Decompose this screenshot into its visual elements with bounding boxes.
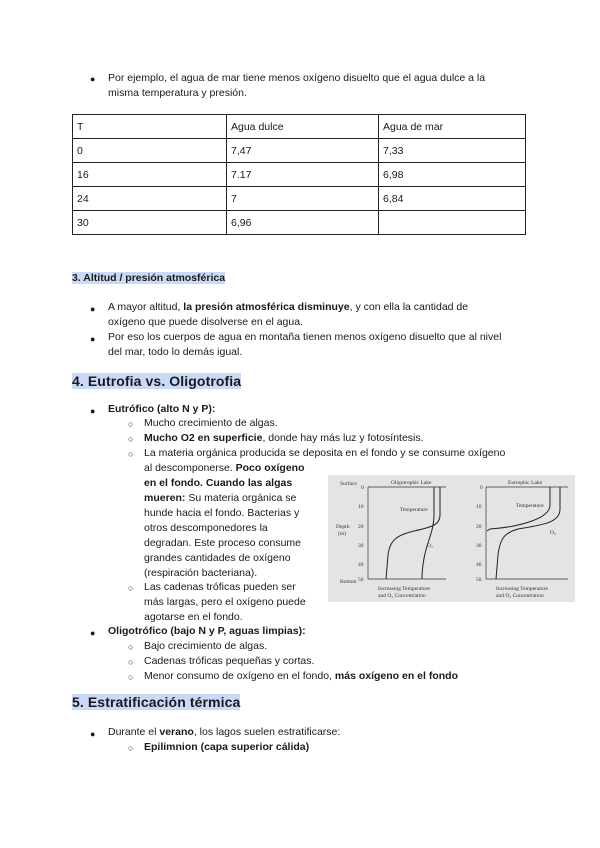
table-cell: 6,98 bbox=[379, 163, 526, 187]
table-cell: 7.17 bbox=[227, 163, 379, 187]
axis-tick-label: 50 bbox=[476, 577, 482, 583]
axis-tick-label: 30 bbox=[476, 543, 482, 549]
text-line: Las cadenas tróficas pueden ser bbox=[144, 581, 296, 593]
o2-curve-label: O₂ bbox=[550, 530, 556, 536]
axis-tick-label: 50 bbox=[358, 577, 364, 583]
table-cell: 7,47 bbox=[227, 139, 379, 163]
sub-bullet-icon: ○ bbox=[128, 657, 134, 667]
text-span: Durante el bbox=[108, 726, 160, 738]
text-span: Menor consumo de oxígeno en el fondo, bbox=[144, 670, 335, 682]
table-cell: 0 bbox=[73, 139, 227, 163]
bullet-icon: ● bbox=[90, 628, 96, 638]
temperature-curve-label: Temperature bbox=[516, 503, 544, 509]
bullet-icon: ● bbox=[90, 304, 96, 314]
sub-bullet-icon: ○ bbox=[128, 419, 134, 429]
section-5-heading-text: 5. Estratificación térmica bbox=[72, 694, 241, 710]
axis-tick-label: 20 bbox=[476, 524, 482, 530]
text-line: otros descomponedores la bbox=[144, 522, 268, 534]
sec5-bullet-1 bbox=[108, 725, 340, 740]
oligo-item-1 bbox=[144, 639, 267, 654]
temperature-curve-label: Temperature bbox=[400, 507, 428, 513]
o2-curve-label: O₂ bbox=[427, 543, 433, 549]
table-header-cell: T bbox=[73, 115, 227, 139]
text-line: Cadenas tróficas pequeñas y cortas. bbox=[144, 655, 315, 667]
text-span: Su materia orgánica se bbox=[185, 492, 297, 504]
text-line: más largas, pero el oxígeno puede bbox=[144, 596, 306, 608]
text-span: , donde hay más luz y fotosíntesis. bbox=[262, 432, 424, 444]
table-row bbox=[73, 139, 526, 163]
oligotrofico-label bbox=[108, 624, 306, 639]
text-line: Por eso los cuerpos de agua en montaña tienen menos oxígeno disuelto que al nivel bbox=[108, 331, 502, 343]
axis-tick-label: 40 bbox=[476, 562, 482, 568]
table-cell: 6,84 bbox=[379, 187, 526, 211]
bold-text: verano bbox=[159, 726, 194, 738]
table-row bbox=[73, 187, 526, 211]
sub-bullet-icon: ○ bbox=[128, 449, 134, 459]
section-4-heading bbox=[72, 373, 241, 389]
text-line: oxígeno que puede disolverse en el agua. bbox=[108, 316, 303, 328]
sub-bullet-icon: ○ bbox=[128, 434, 134, 444]
temperature-curve bbox=[386, 487, 440, 579]
depth-label: Depth bbox=[336, 524, 350, 530]
axis-tick-label: 20 bbox=[358, 524, 364, 530]
bullet-icon: ● bbox=[90, 729, 96, 739]
sec3-bullet-1 bbox=[108, 300, 538, 330]
eutro-item-1 bbox=[144, 416, 278, 431]
x-axis-label: and O₂ Concentration bbox=[496, 593, 544, 599]
axis-tick-label: 40 bbox=[358, 562, 364, 568]
sub-bullet-icon: ○ bbox=[128, 743, 134, 753]
table-cell: 7 bbox=[227, 187, 379, 211]
bold-text: Oligotrófico (bajo N y P, aguas limpias): bbox=[108, 625, 306, 637]
text-line: grandes cantidades de oxígeno bbox=[144, 552, 291, 564]
intro-line: misma temperatura y presión. bbox=[108, 87, 247, 99]
text-line: (respiración bacteriana). bbox=[144, 567, 258, 579]
table-cell: 16 bbox=[73, 163, 227, 187]
text-line: hunde hacia el fondo. Bacterias y bbox=[144, 507, 300, 519]
table-header-cell: Agua de mar bbox=[379, 115, 526, 139]
text-line bbox=[144, 461, 544, 476]
text-line: Mucho crecimiento de algas. bbox=[144, 417, 278, 429]
table-cell: 6,96 bbox=[227, 211, 379, 235]
axis-tick-label: 30 bbox=[358, 543, 364, 549]
bullet-icon: ● bbox=[90, 406, 96, 416]
section-3-heading bbox=[72, 272, 225, 284]
o2-curve bbox=[422, 487, 434, 579]
bullet-icon: ● bbox=[90, 334, 96, 344]
x-axis-label: and O₂ Concentration bbox=[378, 593, 426, 599]
text-span: , los lagos suelen estratificarse: bbox=[193, 726, 341, 738]
table-header-row bbox=[73, 115, 526, 139]
x-axis-label: Increasing Temperature bbox=[378, 586, 430, 592]
table-row bbox=[73, 163, 526, 187]
eutro-item-4 bbox=[144, 580, 329, 625]
text-line: del mar, todo lo demás igual. bbox=[108, 346, 243, 358]
table-cell: 30 bbox=[73, 211, 227, 235]
bullet-icon: ● bbox=[90, 74, 96, 84]
eutrophic-title: Eutrophic Lake bbox=[508, 480, 543, 486]
bold-text: Poco oxígeno bbox=[235, 462, 305, 474]
text-line: La materia orgánica producida se deposita en el fondo y se consume oxígeno bbox=[144, 447, 506, 459]
axis-tick-label: 10 bbox=[476, 504, 482, 510]
bold-text: Mucho O2 en superficie bbox=[144, 432, 263, 444]
section-4-heading-text: 4. Eutrofia vs. Oligotrofia bbox=[72, 373, 242, 389]
eutro-item-2 bbox=[144, 431, 424, 446]
bold-text: en el fondo. Cuando las algas bbox=[144, 477, 293, 489]
oligo-item-2 bbox=[144, 654, 314, 669]
bottom-label: Bottom bbox=[340, 579, 357, 585]
section-3-heading-text: 3. Altitud / presión atmosférica bbox=[72, 272, 226, 284]
text-line: degradan. Este proceso consume bbox=[144, 537, 302, 549]
axis-tick-label: 10 bbox=[358, 504, 364, 510]
bold-text: Eutrófico (alto N y P): bbox=[108, 403, 216, 415]
axis-tick-label: 0 bbox=[361, 485, 364, 491]
text-line: Bajo crecimiento de algas. bbox=[144, 640, 268, 652]
sec5-sub-item-1 bbox=[144, 740, 309, 755]
table-cell: 24 bbox=[73, 187, 227, 211]
text-span: A mayor altitud, bbox=[108, 301, 184, 313]
bold-text: la presión atmosférica disminuye bbox=[183, 301, 350, 313]
x-axis-label: Increasing Temperature bbox=[496, 586, 548, 592]
bold-text: Epilimnion (capa superior cálida) bbox=[144, 741, 310, 753]
table-cell: 7,33 bbox=[379, 139, 526, 163]
text-span: al descomponerse. bbox=[144, 462, 236, 474]
bold-text: mueren: bbox=[144, 492, 186, 504]
text-span: , y con ella la cantidad de bbox=[349, 301, 469, 313]
eutrofico-label bbox=[108, 402, 215, 417]
bold-text: más oxígeno en el fondo bbox=[334, 670, 458, 682]
intro-paragraph bbox=[108, 71, 538, 101]
text-line bbox=[108, 300, 538, 315]
sub-bullet-icon: ○ bbox=[128, 672, 134, 682]
sub-bullet-icon: ○ bbox=[128, 642, 134, 652]
depth-unit: (m) bbox=[338, 531, 346, 537]
oligotrophic-title: Oligotrophic Lake bbox=[391, 480, 432, 486]
section-5-heading bbox=[72, 694, 240, 710]
lake-profiles-svg bbox=[328, 475, 575, 602]
intro-line: Por ejemplo, el agua de mar tiene menos oxígeno disuelto que el agua dulce a la bbox=[108, 72, 486, 84]
axis-tick-label: 0 bbox=[480, 485, 483, 491]
sub-bullet-icon: ○ bbox=[128, 583, 134, 593]
sec3-bullet-2 bbox=[108, 330, 548, 360]
surface-label: Surface bbox=[340, 481, 357, 487]
text-line: agotarse en el fondo. bbox=[144, 611, 243, 623]
table-cell bbox=[379, 211, 526, 235]
oxygen-table bbox=[72, 114, 526, 235]
table-row bbox=[73, 211, 526, 235]
lake-profiles-figure bbox=[328, 475, 575, 602]
table-header-cell: Agua dulce bbox=[227, 115, 379, 139]
oligo-item-3 bbox=[144, 669, 458, 684]
